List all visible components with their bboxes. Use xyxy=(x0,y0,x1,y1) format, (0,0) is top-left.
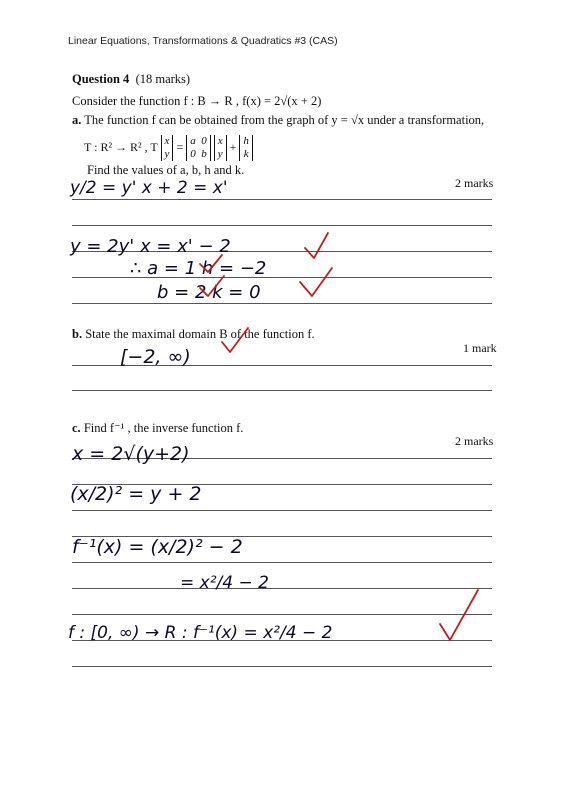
hand-a-h: ∴ a = 1 h = −2 xyxy=(130,258,267,279)
translation-vector: h k xyxy=(239,135,253,161)
part-a-find: Find the values of a, b, h and k. xyxy=(87,163,245,177)
tick-mark-icon xyxy=(305,233,328,258)
part-c-text: Find f⁻¹ , the inverse function f. xyxy=(83,421,244,435)
hand-c-line4: = x²/4 − 2 xyxy=(180,573,269,593)
tick-mark-icon xyxy=(300,268,332,296)
part-a-marks: 2 marks xyxy=(455,176,494,190)
part-a-text: The function f can be obtained from the graph of y = √x under a transformation, xyxy=(84,113,485,127)
tick-mark-icon xyxy=(222,328,248,352)
part-b-text: State the maximal domain B of the function f. xyxy=(85,327,315,341)
hand-domain: [−2, ∞) xyxy=(120,346,191,368)
transformation-mapping: T : R² → R² , T x y = a 0 0 b x y + h k xyxy=(84,135,253,161)
part-b-label: b. xyxy=(72,327,83,341)
hand-c-line5: f : [0, ∞) → R : f⁻¹(x) = x²/4 − 2 xyxy=(68,623,333,643)
input-vector: x y xyxy=(161,135,174,161)
question-number: Question 4 xyxy=(72,72,130,86)
hand-c-line3: f⁻¹(x) = (x/2)² − 2 xyxy=(72,536,243,558)
question-intro: Consider the function f : B → R , f(x) = 2√(x + 2) xyxy=(72,94,322,108)
part-b-marks: 1 mark xyxy=(463,341,497,355)
tick-mark-icon xyxy=(440,590,478,640)
part-c-label: c. xyxy=(72,421,81,435)
transform-matrix: a 0 0 b xyxy=(186,135,211,161)
hand-y-eq-2y: y = 2y' x = x' − 2 xyxy=(70,236,231,257)
hand-c-line2: (x/2)² = y + 2 xyxy=(70,483,202,505)
document-header: Linear Equations, Transformations & Quadratics #3 (CAS) xyxy=(68,35,338,47)
part-a-label: a. xyxy=(72,113,82,127)
question-marks: (18 marks) xyxy=(135,72,191,86)
part-c-marks: 2 marks xyxy=(455,434,494,448)
hand-y-over-2: y/2 = y' x + 2 = x' xyxy=(70,178,228,198)
hand-c-line1: x = 2√(y+2) xyxy=(72,443,190,465)
vector-xy: x y xyxy=(214,135,227,161)
hand-b-k: b = 2 k = 0 xyxy=(157,282,261,303)
mapping-text: T : R² → R² , T xyxy=(84,139,158,154)
